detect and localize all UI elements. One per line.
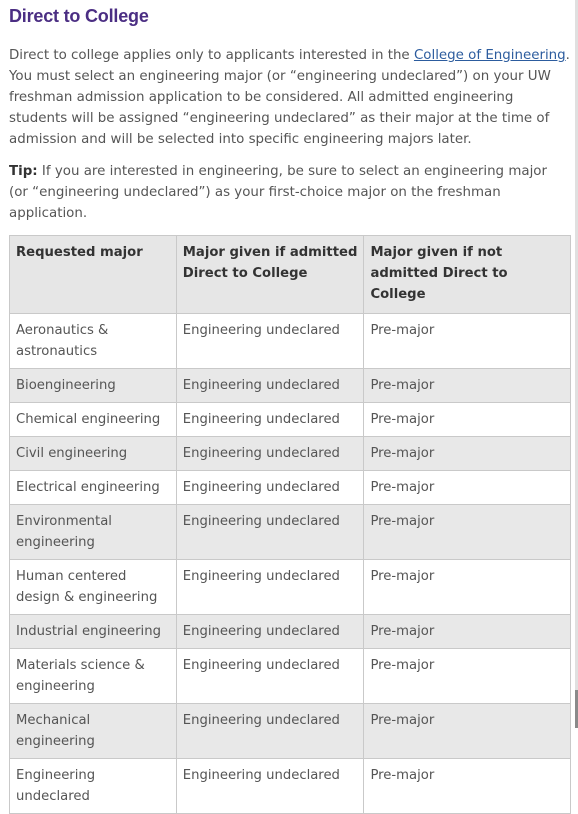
table-header-row	[10, 236, 571, 314]
table-row	[10, 437, 571, 471]
cell-major-if-not-admitted: Pre-major	[364, 505, 571, 560]
table-row	[10, 505, 571, 560]
cell-major-if-admitted: Engineering undeclared	[176, 560, 364, 615]
cell-requested-major: Industrial engineering	[10, 615, 177, 649]
cell-major-if-not-admitted: Pre-major	[364, 560, 571, 615]
cell-major-if-admitted: Engineering undeclared	[176, 505, 364, 560]
header-requested-major: Requested major	[10, 236, 177, 314]
intro-paragraph	[9, 45, 570, 150]
cell-major-if-not-admitted: Pre-major	[364, 437, 571, 471]
cell-requested-major: Environmental engineering	[10, 505, 177, 560]
cell-major-if-not-admitted: Pre-major	[364, 704, 571, 759]
section-title: Direct to College	[9, 6, 149, 26]
table-row	[10, 759, 571, 814]
intro-text-end: . You must select an engineering major (or “engineering undeclared”) on your UW freshman admission application to be considered. All admitted engineering students will be assigned “engineering undeclared” as their major at the time of admission and will be selected into specific engineering majors later.	[9, 48, 570, 147]
cell-major-if-admitted: Engineering undeclared	[176, 403, 364, 437]
cell-requested-major: Materials science & engineering	[10, 649, 177, 704]
college-of-engineering-link[interactable]: College of Engineering	[413, 48, 566, 63]
cell-major-if-not-admitted: Pre-major	[364, 759, 571, 814]
cell-requested-major: Human centered design & engineering	[10, 560, 177, 615]
cell-major-if-not-admitted: Pre-major	[364, 314, 571, 369]
cell-major-if-not-admitted: Pre-major	[364, 403, 571, 437]
table-body	[10, 314, 571, 814]
cell-major-if-admitted: Engineering undeclared	[176, 704, 364, 759]
cell-major-if-admitted: Engineering undeclared	[176, 471, 364, 505]
table-row	[10, 471, 571, 505]
table-row	[10, 369, 571, 403]
cell-requested-major: Bioengineering	[10, 369, 177, 403]
cell-major-if-admitted: Engineering undeclared	[176, 649, 364, 704]
cell-requested-major: Engineering undeclared	[10, 759, 177, 814]
cell-major-if-admitted: Engineering undeclared	[176, 369, 364, 403]
cell-requested-major: Chemical engineering	[10, 403, 177, 437]
tip-text: If you are interested in engineering, be sure to select an engineering major (or “engineering undeclared”) as your first-choice major on the freshman application.	[9, 164, 547, 221]
cell-major-if-admitted: Engineering undeclared	[176, 314, 364, 369]
cell-major-if-not-admitted: Pre-major	[364, 369, 571, 403]
cell-major-if-not-admitted: Pre-major	[364, 615, 571, 649]
intro-text-start: Direct to college applies only to applicants interested in the	[9, 48, 414, 63]
table-row	[10, 615, 571, 649]
header-major-if-not-admitted: Major given if not admitted Direct to College	[364, 236, 571, 314]
cell-major-if-admitted: Engineering undeclared	[176, 437, 364, 471]
cell-requested-major: Mechanical engineering	[10, 704, 177, 759]
cell-requested-major: Civil engineering	[10, 437, 177, 471]
header-major-if-admitted: Major given if admitted Direct to College	[176, 236, 364, 314]
cell-requested-major: Aeronautics & astronautics	[10, 314, 177, 369]
table-row	[10, 649, 571, 704]
tip-label: Tip:	[9, 164, 38, 179]
table-row	[10, 560, 571, 615]
cell-major-if-admitted: Engineering undeclared	[176, 759, 364, 814]
tip-paragraph	[9, 161, 570, 224]
cell-requested-major: Electrical engineering	[10, 471, 177, 505]
cell-major-if-not-admitted: Pre-major	[364, 649, 571, 704]
table-row	[10, 314, 571, 369]
cell-major-if-admitted: Engineering undeclared	[176, 615, 364, 649]
cell-major-if-not-admitted: Pre-major	[364, 471, 571, 505]
majors-table	[9, 235, 571, 814]
table-row	[10, 403, 571, 437]
table-row	[10, 704, 571, 759]
